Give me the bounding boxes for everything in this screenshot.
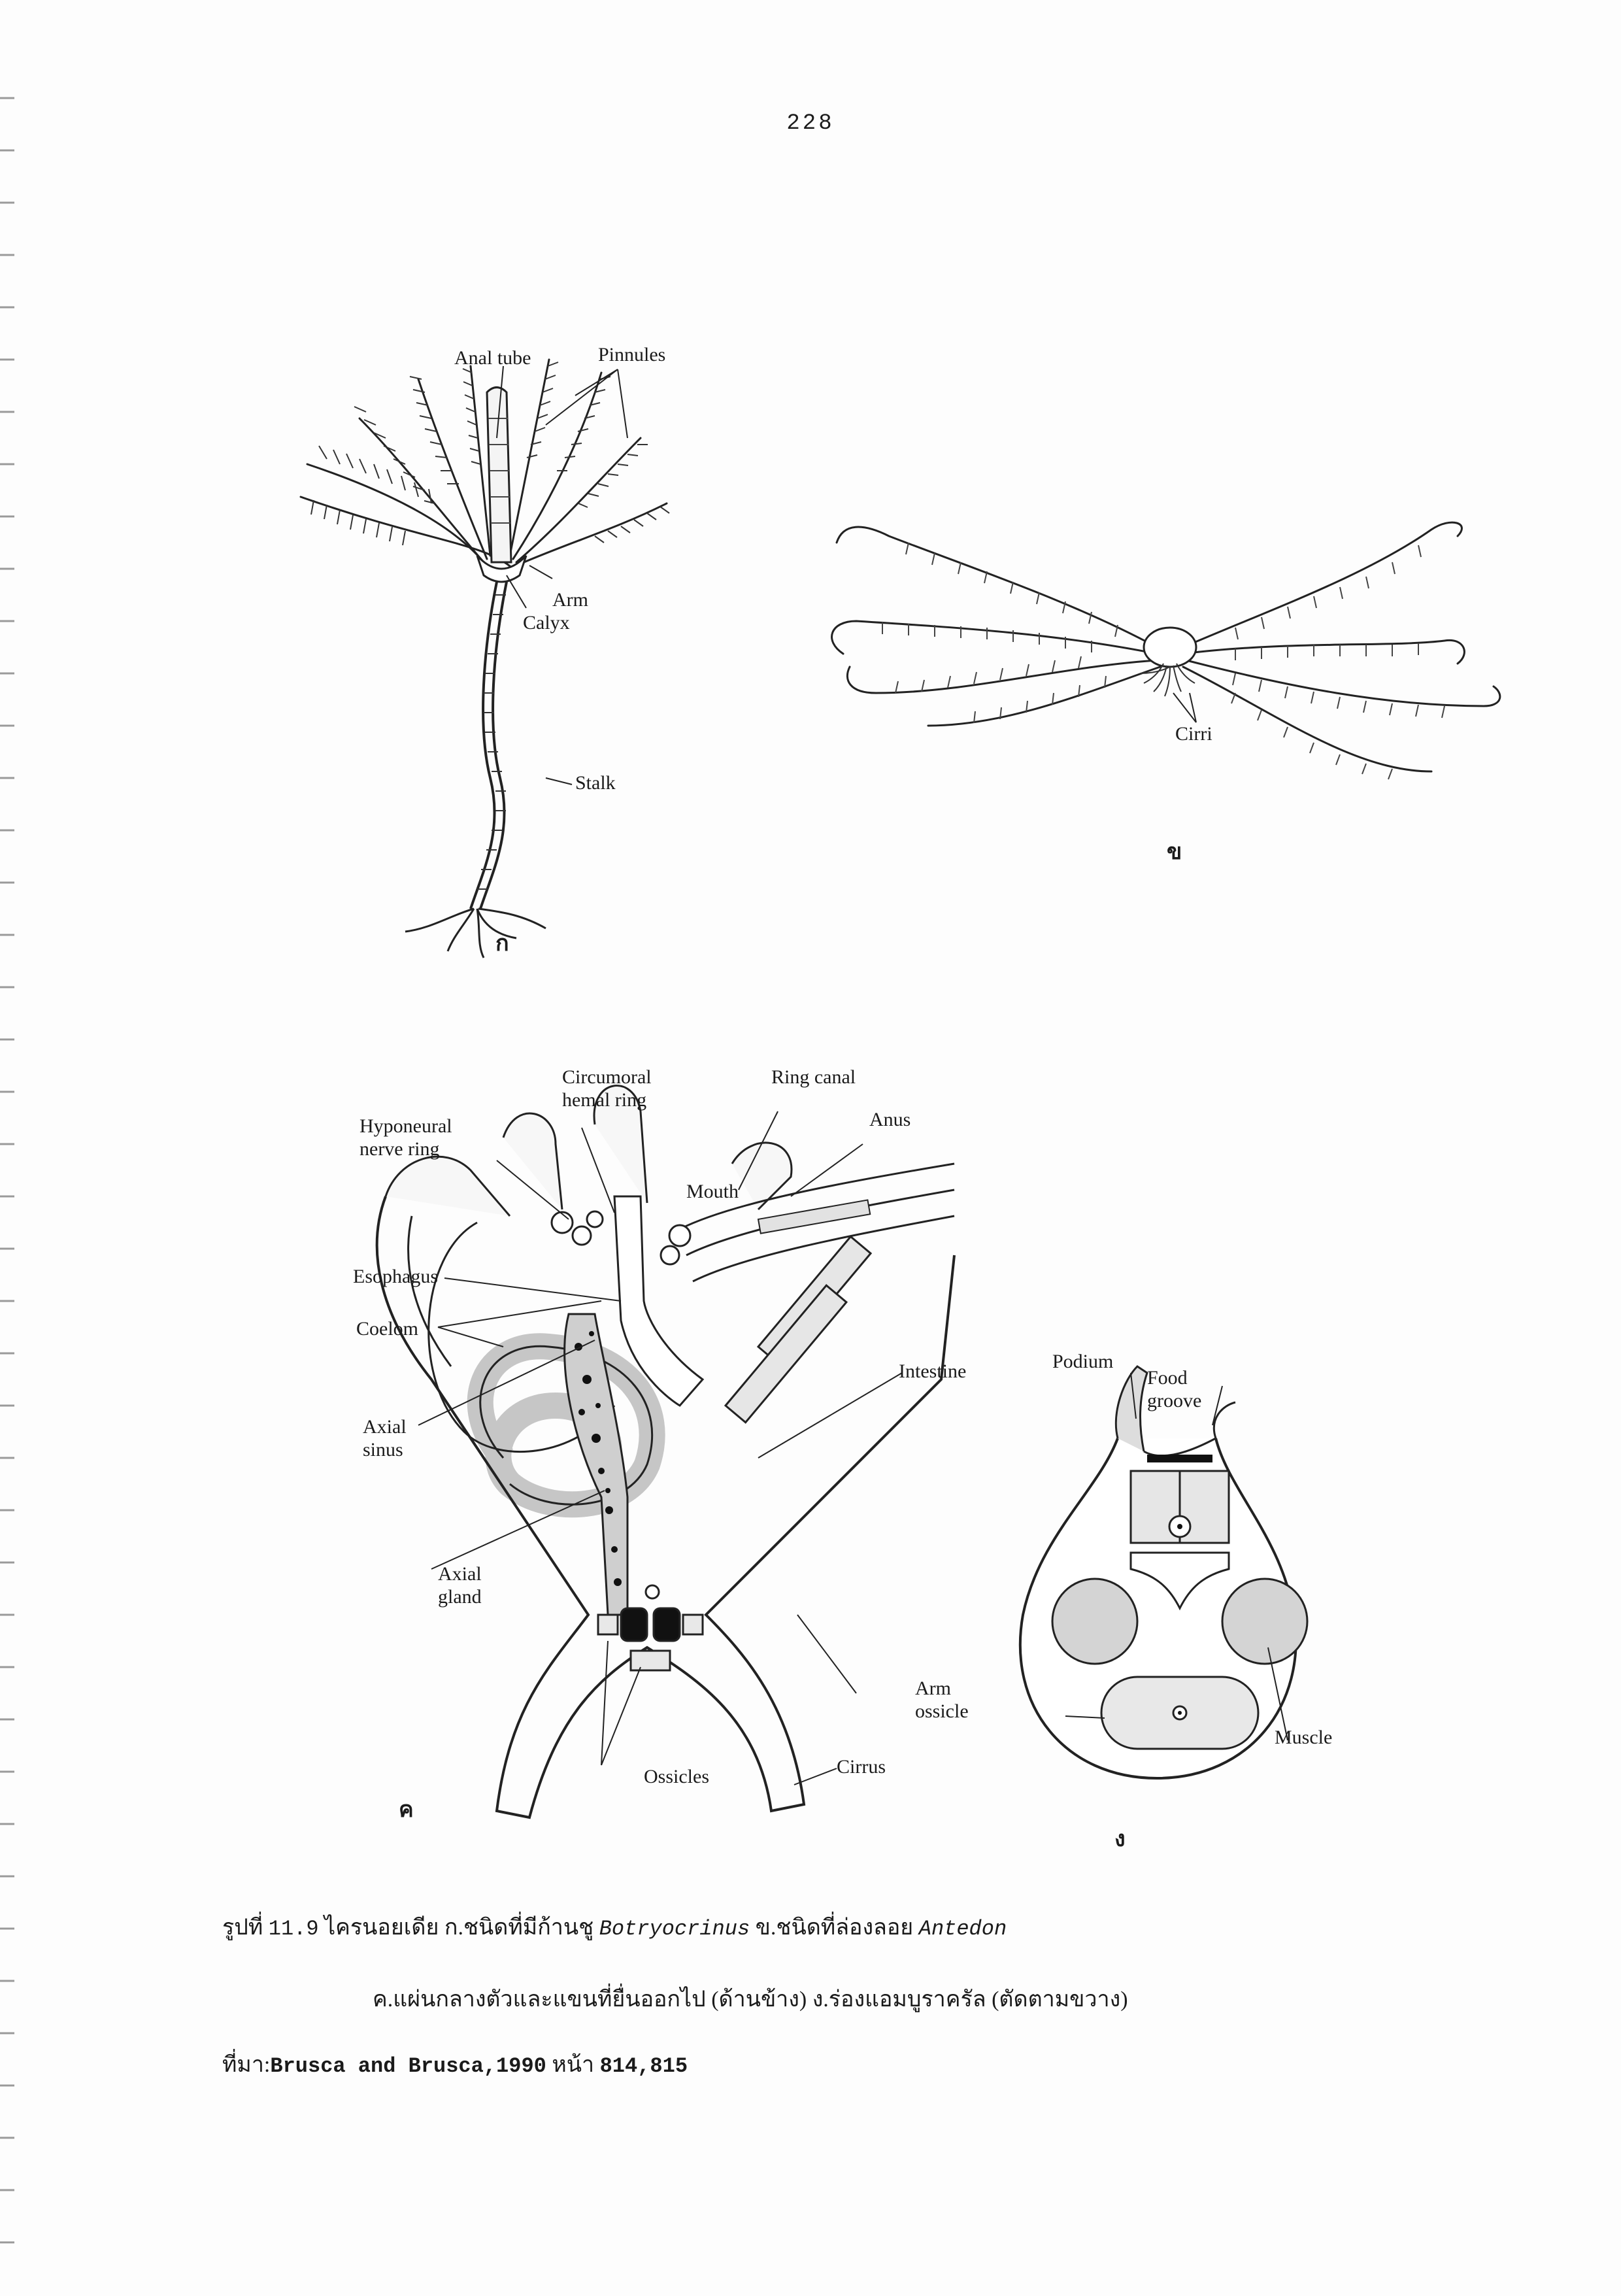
- label-circumoral-hemal-ring: Circumoral hemal ring: [562, 1066, 652, 1111]
- label-stalk: Stalk: [575, 772, 616, 794]
- figure-disc-section: [340, 1039, 967, 1824]
- label-arm-ossicle: Arm ossicle: [915, 1678, 969, 1722]
- panel-letter-b: ข: [1167, 840, 1182, 864]
- label-axial-gland: Axial gland: [438, 1563, 482, 1608]
- caption-text-b: ข.ชนิดที่ล่องลอย: [755, 1916, 914, 1940]
- figure-stalked-crinoid: [288, 307, 745, 974]
- label-hyponeural-nerve-ring: Hyponeural nerve ring: [359, 1115, 452, 1160]
- label-mouth: Mouth: [686, 1181, 739, 1202]
- caption-genus-antedon: Antedon: [918, 1917, 1007, 1941]
- caption-genus-botryocrinus: Botryocrinus: [599, 1917, 750, 1941]
- caption-figure-number: 11.9: [268, 1917, 319, 1941]
- label-cirrus: Cirrus: [837, 1756, 886, 1778]
- caption-text-a: ไครนอยเดีย ก.ชนิดที่มีก้านชู: [324, 1916, 594, 1940]
- label-podium: Podium: [1052, 1351, 1114, 1372]
- stalked-crinoid-drawing: [288, 307, 745, 974]
- caption-line-2: ค.แผ่นกลางตัวและแขนที่ยื่นออกไป (ด้านข้าง) ง.ร่องแอมบูราครัล (ตัดตามขวาง): [373, 1987, 1128, 2012]
- margin-binding-ticks: [0, 0, 26, 2296]
- label-muscle: Muscle: [1275, 1727, 1333, 1748]
- ambulacral-section-drawing: [987, 1340, 1353, 1863]
- panel-letter-d: ง: [1114, 1827, 1126, 1851]
- label-food-groove: Food groove: [1147, 1367, 1202, 1411]
- caption-page-word: หน้า: [552, 2053, 595, 2077]
- caption-pages: 814,815: [599, 2054, 688, 2078]
- label-pinnules: Pinnules: [598, 344, 666, 365]
- figure-feather-star: [778, 497, 1529, 876]
- figure-ambulacral-section: [987, 1340, 1353, 1863]
- label-intestine: Intestine: [899, 1360, 967, 1382]
- caption-figure-prefix: รูปที่: [222, 1916, 263, 1940]
- label-arm: Arm: [552, 589, 588, 611]
- label-esophagus: Esophagus: [353, 1266, 438, 1287]
- caption-source-prefix: ที่มา:: [222, 2053, 271, 2077]
- label-anus: Anus: [869, 1109, 911, 1130]
- feather-star-drawing: [778, 497, 1529, 876]
- label-coelom: Coelom: [356, 1318, 418, 1340]
- caption-line-3: [222, 2046, 688, 2082]
- caption-line-1: [222, 1909, 1007, 1944]
- label-anal-tube: Anal tube: [454, 347, 531, 369]
- label-cirri: Cirri: [1175, 723, 1212, 745]
- label-ossicles: Ossicles: [644, 1766, 709, 1787]
- caption-source: Brusca and Brusca,1990: [270, 2054, 546, 2078]
- label-axial-sinus: Axial sinus: [363, 1416, 407, 1460]
- page-number: 228: [786, 111, 835, 136]
- panel-letter-a: ก: [495, 932, 509, 956]
- label-calyx: Calyx: [523, 612, 570, 633]
- label-ring-canal: Ring canal: [771, 1066, 856, 1088]
- panel-letter-c: ค: [399, 1798, 414, 1822]
